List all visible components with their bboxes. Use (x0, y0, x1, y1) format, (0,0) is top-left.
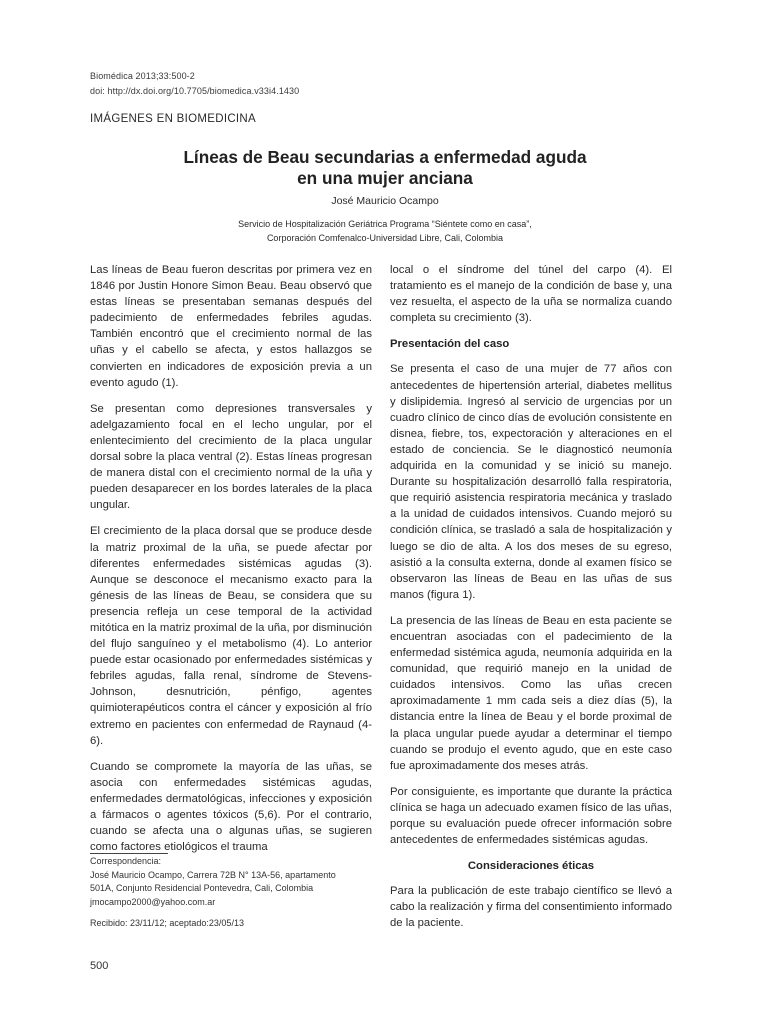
correspondence-divider (90, 853, 168, 854)
title-line-2: en una mujer anciana (297, 168, 473, 188)
left-column (90, 262, 372, 865)
affiliation (90, 218, 680, 245)
body-paragraph: Se presentan como depresiones transversales y adelgazamiento focal en el lecho ungular, por el enlentecimiento del crecimiento de la placa ungular dorsal sobre la placa ventral (2). Estas líneas progresan de manera distal con el crecimiento normal de la uña y pueden desaparecer en los bordes laterales de la placa ungular. (90, 402, 372, 512)
author-name: José Mauricio Ocampo (331, 195, 439, 207)
correspondence-address-1: José Mauricio Ocampo, Carrera 72B N° 13A-56, apartamento (90, 869, 336, 880)
section-label: IMÁGENES EN BIOMEDICINA (90, 113, 257, 125)
body-paragraph: La presencia de las líneas de Beau en esta paciente se encuentran asociadas con el padecimiento de la enfermedad sistémica aguda, neumonía adquirida en la comunidad, que requirió manejo en la unidad de cuidados intensivos. Como las uñas crecen aproximadamente 1 mm cada seis a diez días (5), la distancia entre la línea de Beau y el borde proximal de la placa ungular puede ayudar a determinar el tiempo cuando se produjo el evento agudo, que en este caso fue aproximadamente dos meses atrás. (390, 614, 672, 772)
journal-citation: Biomédica 2013;33:500-2 (90, 71, 195, 81)
body-paragraph: Cuando se compromete la mayoría de las uñas, se asocia con enfermedades sistémicas agudas, enfermedades dermatológicas, infecciones y exposición a fármacos o agentes tóxicos (5,6). Por el contrario, cuando se afecta una o algunas uñas, se sugieren como factores etiológicos el trauma (90, 760, 372, 854)
body-paragraph: Por consiguiente, es importante que durante la práctica clínica se haga un adecuado examen físico de las uñas, porque su evaluación puede ofrecer información sobre antecedentes de enfermedades sistémicas agudas. (390, 785, 672, 847)
received-dates: Recibido: 23/11/12; aceptado:23/05/13 (90, 918, 244, 928)
article-title (90, 147, 680, 189)
correspondence-block (90, 855, 372, 910)
affiliation-line-2: Corporación Comfenalco-Universidad Libre, Cali, Colombia (266, 232, 504, 243)
correspondence-email[interactable]: jmocampo2000@yahoo.com.ar (90, 897, 216, 908)
body-paragraph: local o el síndrome del túnel del carpo (4). El tratamiento es el manejo de la condición de base y, una vez resuelta, el aspecto de la uña se normaliza cuando completa su crecimiento (3). (390, 264, 672, 325)
affiliation-line-1: Servicio de Hospitalización Geriátrica Programa “Siéntete como en casa”, (238, 219, 532, 229)
body-paragraph: Las líneas de Beau fueron descritas por primera vez en 1846 por Justin Honore Simon Beau. Beau observó que estas líneas se presentaban semanas después del padecimiento de enfermedades febriles agudas. También encontró que el crecimiento normal de las uñas y el cabello se afecta, y estos hallazgos se convierten en indicadores de exposición previa a un evento agudo (1). (90, 264, 372, 389)
correspondence-address-2: 501A, Conjunto Residencial Pontevedra, Cali, Colombia (90, 883, 314, 894)
doi-link[interactable]: doi: http://dx.doi.org/10.7705/biomedica.v33i4.1430 (90, 86, 300, 96)
ethics-heading: Consideraciones éticas (467, 860, 595, 873)
body-paragraph: Se presenta el caso de una mujer de 77 años con antecedentes de hipertensión arterial, diabetes mellitus y dislipidemia. Ingresó al servicio de urgencias por un cuadro clínico de cinco días de evolución consistente en disnea, fiebre, tos, expectoración y alteraciones en el estado de conciencia. Se le diagnosticó neumonía adquirida en la comunidad y se inició su manejo. Durante su hospitalización desarrolló falla respiratoria, que requirió asistencia respiratoria mecánica y traslado a la unidad de cuidados intensivos. Cuando mejoró su condición clínica, se trasladó a sala de hospitalización y luego se dio de alta. A los dos meses de su egreso, asistió a la consulta externa, donde al examen físico se observaron las líneas de Beau en las uñas de sus manos (figura 1). (390, 363, 672, 601)
body-paragraph: Para la publicación de este trabajo científico se llevó a cabo la realización y firma del consentimiento informado de la paciente. (390, 885, 672, 930)
right-column (390, 262, 672, 942)
case-heading: Presentación del caso (390, 338, 510, 351)
title-line-1: Líneas de Beau secundarias a enfermedad aguda (183, 147, 587, 167)
body-paragraph: El crecimiento de la placa dorsal que se produce desde la matriz proximal de la uña, se puede afectar por diferentes enfermedades sistémicas agudas (3). Aunque se desconoce el mecanismo exacto para la génesis de las líneas de Beau, se considera que su presencia refleja un cese temporal de la actividad mitótica en la matriz proximal de la uña, por disminución del flujo sanguíneo y el metabolismo (4). Lo anterior puede estar ocasionado por enfermedades sistémicas y febriles agudas, falla renal, síndrome de Stevens-Johnson, desnutrición, pénfigo, agentes quimioterapéuticos contra el cáncer y exposición al frío extremo en pacientes con enfermedad de Raynaud (4-6). (90, 525, 372, 747)
page-number: 500 (90, 960, 109, 972)
correspondence-label: Correspondencia: (90, 856, 162, 866)
